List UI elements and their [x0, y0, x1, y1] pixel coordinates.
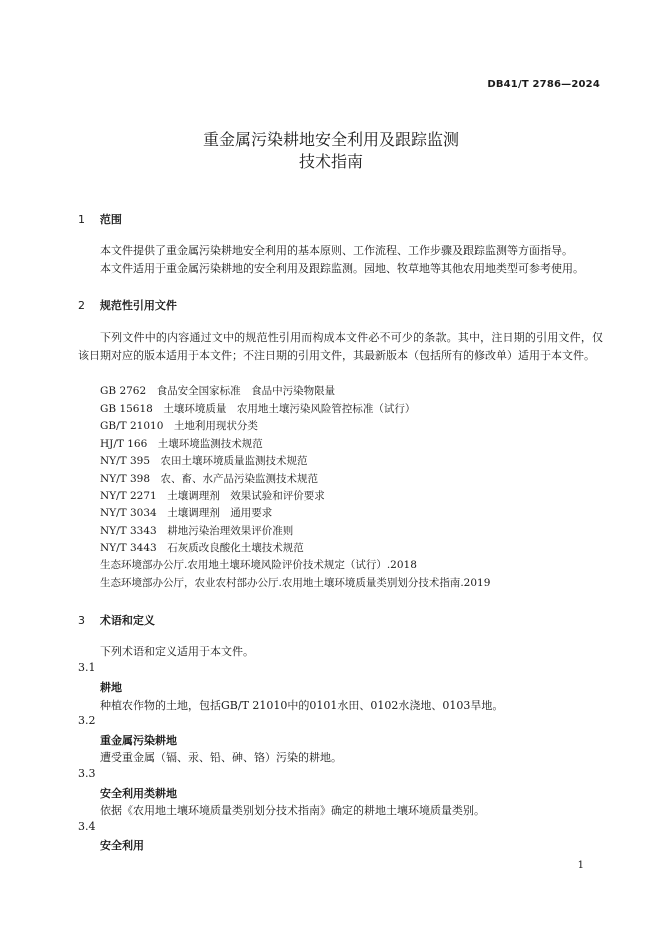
reference-item: GB/T 21010 土地利用现状分类 — [100, 420, 258, 432]
section-1-para-1: 本文件提供了重金属污染耕地安全利用的基本原则、工作流程、工作步骤及跟踪监测等方面指导。 — [100, 244, 573, 257]
reference-item: 生态环境部办公厅.农用地土壤环境风险评价技术规定（试行）.2018 — [100, 559, 417, 571]
page-number: 1 — [577, 860, 584, 871]
reference-item: NY/T 2271 土壤调理剂 效果试验和评价要求 — [100, 490, 325, 502]
term-name: 重金属污染耕地 — [100, 734, 177, 747]
section-3-number: 3 — [78, 614, 85, 627]
reference-item: GB 2762 食品安全国家标准 食品中污染物限量 — [100, 385, 336, 397]
section-1-para-2: 本文件适用于重金属污染耕地的安全利用及跟踪监测。园地、牧草地等其他农用地类型可参考使用。 — [100, 262, 584, 275]
term-definition: 依据《农用地土壤环境质量类别划分技术指南》确定的耕地土壤环境质量类别。 — [100, 804, 485, 817]
term-name: 安全利用类耕地 — [100, 787, 177, 800]
reference-item: NY/T 3443 石灰质改良酸化土壤技术规范 — [100, 542, 304, 554]
term-number: 3.2 — [78, 714, 96, 727]
reference-item: NY/T 3034 土壤调理剂 通用要求 — [100, 507, 273, 519]
document-title-line2: 技术指南 — [298, 152, 363, 171]
section-2-title: 规范性引用文件 — [99, 299, 177, 312]
section-3-heading — [78, 612, 155, 628]
term-number: 3.1 — [78, 661, 96, 674]
standard-code: DB41/T 2786—2024 — [487, 79, 600, 90]
section-3-intro: 下列术语和定义适用于本文件。 — [100, 645, 254, 658]
reference-item: NY/T 3343 耕地污染治理效果评价准则 — [100, 525, 294, 537]
reference-item: 生态环境部办公厅，农业农村部办公厅.农用地土壤环境质量类别划分技术指南.2019 — [100, 577, 491, 589]
section-2-intro: 下列文件中的内容通过文中的规范性引用而构成本文件必不可少的条款。其中，注日期的引用文件，仅该日期对应的版本适用于本文件；不注日期的引用文件，其最新版本（包括所有的修改单）适用于本文件。 — [78, 331, 603, 362]
document-title-line1: 重金属污染耕地安全利用及跟踪监测 — [202, 130, 459, 149]
section-1-title: 范围 — [99, 213, 122, 226]
section-1-heading — [78, 211, 122, 227]
term-name: 耕地 — [100, 681, 122, 694]
reference-item: GB 15618 土壤环境质量 农用地土壤污染风险管控标准（试行） — [100, 403, 416, 415]
section-2-heading — [78, 297, 177, 313]
reference-item: NY/T 395 农田土壤环境质量监测技术规范 — [100, 455, 308, 467]
reference-item: HJ/T 166 土壤环境监测技术规范 — [100, 438, 263, 450]
reference-item: NY/T 398 农、畜、水产品污染监测技术规范 — [100, 473, 319, 485]
term-definition: 种植农作物的土地，包括GB/T 21010中的0101水田、0102水浇地、0103旱地。 — [100, 699, 504, 712]
term-name: 安全利用 — [100, 839, 144, 852]
term-definition: 遭受重金属（镉、汞、铅、砷、铬）污染的耕地。 — [100, 751, 342, 764]
term-number: 3.3 — [78, 767, 96, 780]
section-3-title: 术语和定义 — [99, 614, 155, 627]
section-2-number: 2 — [78, 299, 85, 312]
section-1-number: 1 — [78, 213, 85, 226]
term-number: 3.4 — [78, 820, 96, 833]
